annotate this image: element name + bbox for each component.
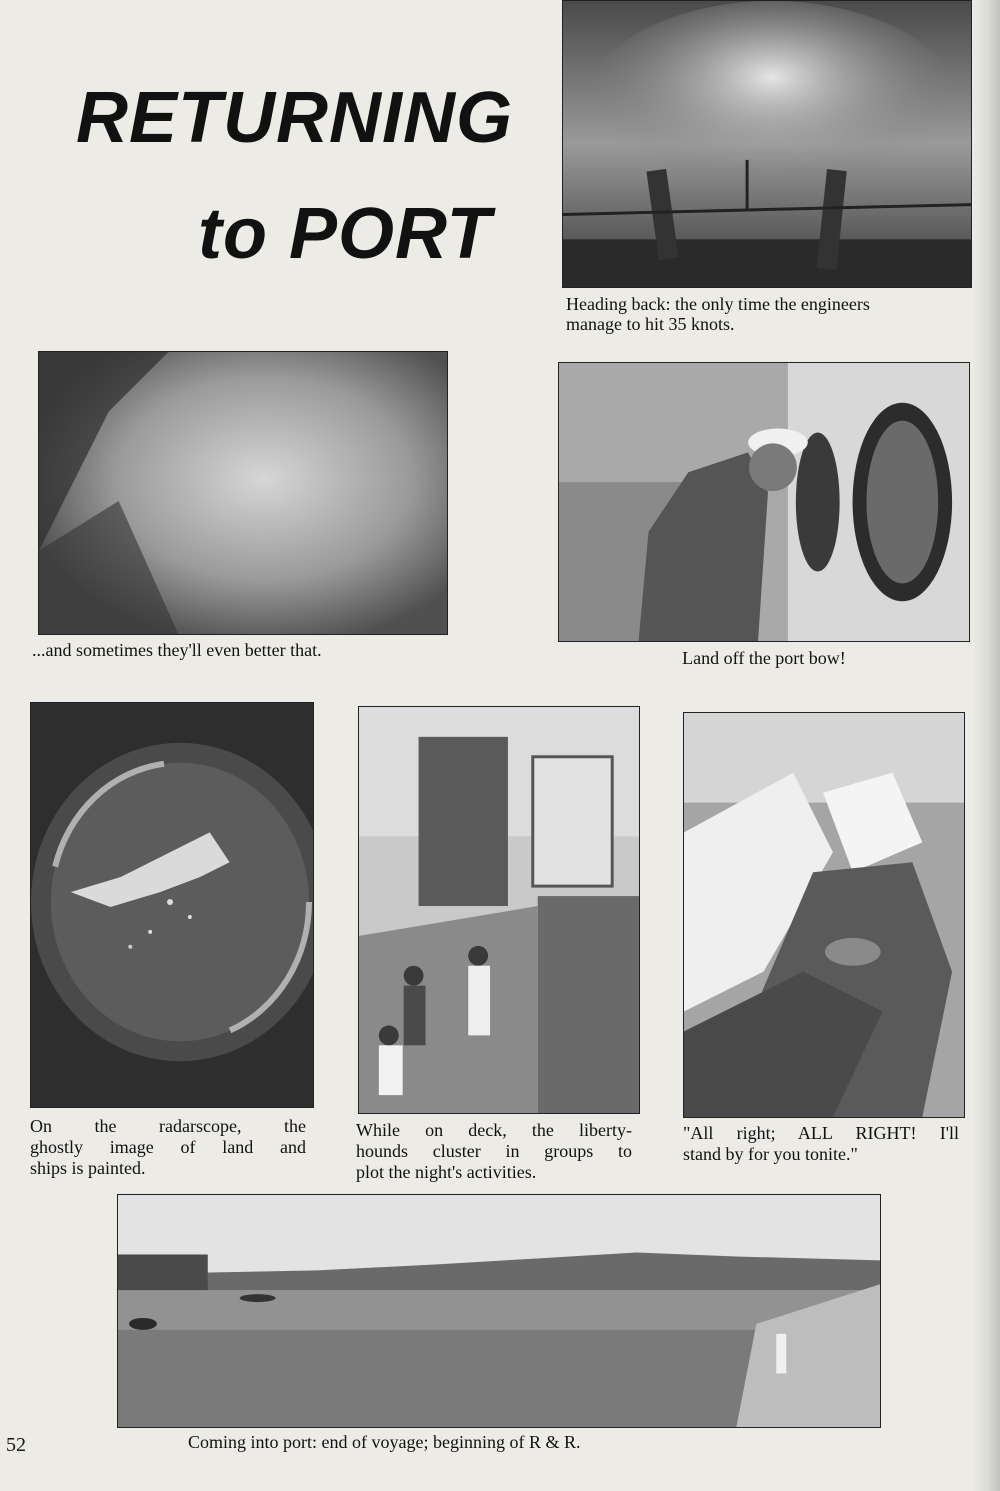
page-title-line-1: RETURNING [76,78,513,158]
caption-deck-1: While on deck, the liberty- [356,1120,632,1140]
photo-ship-wake [562,0,972,288]
photo-lookout [558,362,970,642]
photo-sea-spray [38,351,448,635]
caption-better-that: ...and sometimes they'll even better that. [32,640,322,660]
caption-radarscope-1: On the radarscope, the [30,1116,306,1136]
caption-coming-into-port: Coming into port: end of voyage; beginning of R & R. [188,1432,581,1452]
photo-sailors-all-right [683,712,965,1118]
caption-heading-back-1: Heading back: the only time the engineers [566,294,870,314]
photo-radarscope [30,702,314,1108]
page-title-line-2: to PORT [198,194,492,274]
caption-heading-back-2: manage to hit 35 knots. [566,314,735,334]
caption-land-off: Land off the port bow! [682,648,846,668]
caption-deck-3: plot the night's activities. [356,1162,537,1182]
caption-radarscope-2: ghostly image of land and [30,1137,306,1157]
page-binding-shadow [972,0,1000,1491]
caption-allright-2: stand by for you tonite." [683,1144,858,1164]
caption-deck-2: hounds cluster in groups to [356,1141,632,1161]
caption-radarscope-3: ships is painted. [30,1158,146,1178]
photo-men-on-deck [358,706,640,1114]
photo-harbor-panorama [117,1194,881,1428]
caption-allright-1: "All right; ALL RIGHT! I'll [683,1123,959,1143]
page-number: 52 [6,1434,26,1456]
